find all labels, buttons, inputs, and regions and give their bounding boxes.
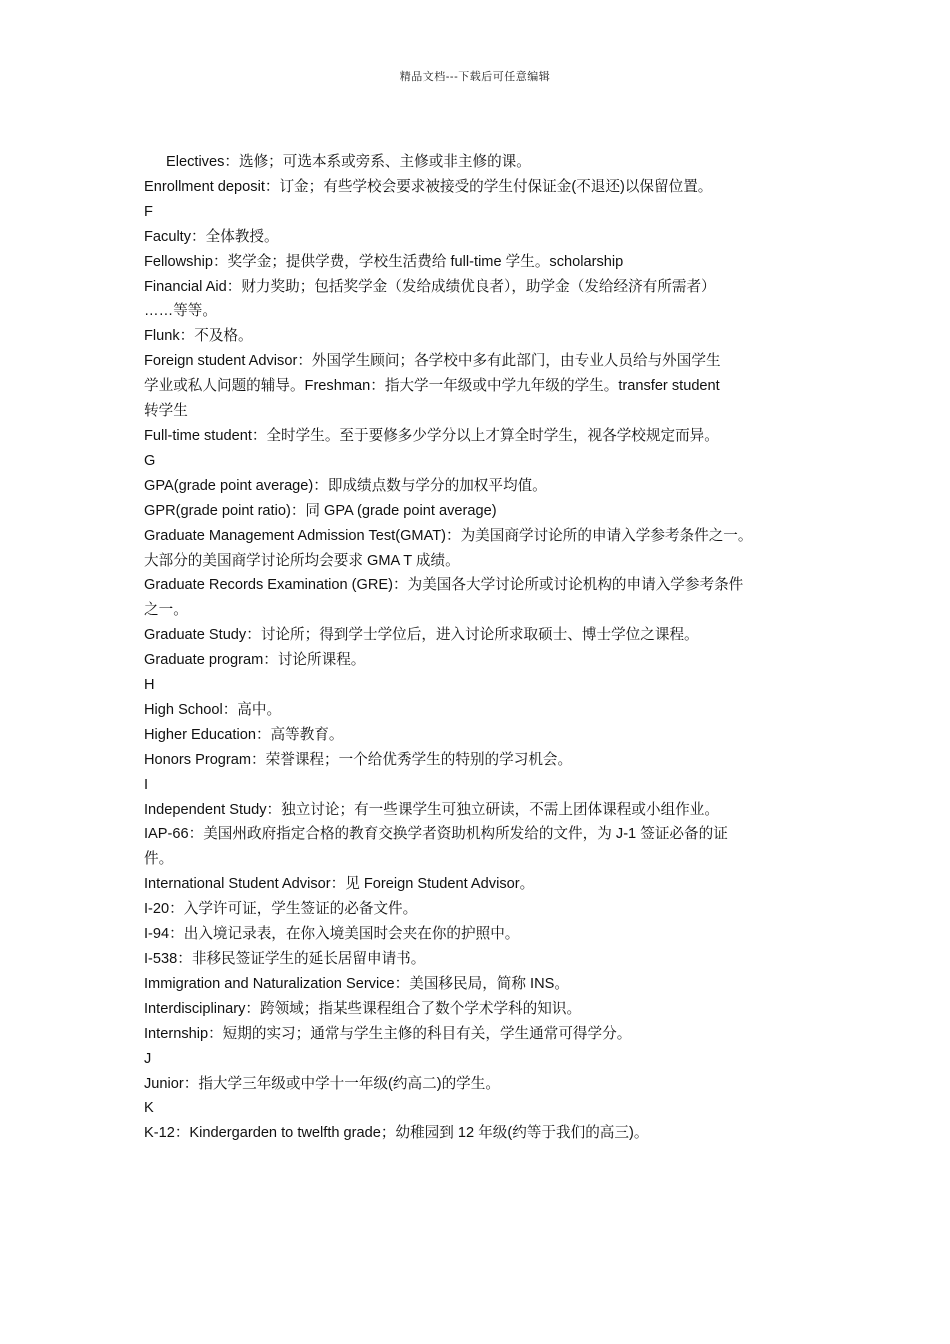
entry-gpr: GPR(grade point ratio)：同 GPA (grade point average): [144, 502, 497, 519]
entry-ins: Immigration and Naturalization Service：美国移民局，简称 INS。: [144, 975, 569, 992]
entry-junior: Junior：指大学三年级或中学十一年级(约高二)的学生。: [144, 1075, 500, 1092]
section-letter-k: K: [144, 1100, 154, 1117]
entry-full-time-student: Full-time student：全时学生。至于要修多少学分以上才算全时学生，视各学校规定而异。: [144, 427, 719, 444]
entry-flunk: Flunk：不及格。: [144, 328, 253, 345]
entry-financial-aid-cont: ……等等。: [144, 303, 217, 320]
entry-iap-66: IAP-66：美国州政府指定合格的教育交换学者资助机构所发给的文件，为 J-1 签证必备的证: [144, 826, 728, 843]
entry-international-student-advisor: International Student Advisor：见 Foreign Student Advisor。: [144, 876, 535, 893]
entry-internship: Internship：短期的实习；通常与学生主修的科目有关，学生通常可得学分。: [144, 1025, 632, 1042]
section-letter-j: J: [144, 1050, 152, 1067]
entry-transfer-student: 转学生: [144, 403, 188, 420]
entry-k-12: K-12：Kindergarden to twelfth grade；幼稚园到 12 年级(约等于我们的高三)。: [144, 1125, 649, 1142]
entry-enrollment-deposit: Enrollment deposit：订金；有些学校会要求被接受的学生付保证金(不退还)以保留位置。: [144, 178, 713, 195]
section-letter-g: G: [144, 452, 156, 469]
entry-graduate-study: Graduate Study：讨论所；得到学士学位后，进入讨论所求取硕士、博士学位之课程。: [144, 627, 699, 644]
entry-high-school: High School：高中。: [144, 701, 282, 718]
entry-interdisciplinary: Interdisciplinary：跨领域；指某些课程组合了数个学术学科的知识。: [144, 1000, 582, 1017]
entry-gpa: GPA(grade point average)：即成绩点数与学分的加权平均值。: [144, 477, 547, 494]
entry-faculty: Faculty：全体教授。: [144, 228, 279, 245]
section-letter-h: H: [144, 677, 155, 694]
section-letter-f: F: [144, 203, 153, 220]
entry-iap-66-cont: 件。: [144, 851, 174, 868]
document-body: [144, 150, 834, 1146]
entry-graduate-program: Graduate program：讨论所课程。: [144, 652, 366, 669]
entry-i-538: I-538：非移民签证学生的延长居留申请书。: [144, 951, 426, 967]
entry-gmat-cont: 大部分的美国商学讨论所均会要求 GMA T 成绩。: [144, 552, 460, 569]
entry-i-94: I-94：出入境记录表，在你入境美国时会夹在你的护照中。: [144, 926, 520, 943]
entry-gre: Graduate Records Examination (GRE)：为美国各大学讨论所或讨论机构的申请入学参考条件: [144, 577, 744, 594]
entry-fellowship: Fellowship：奖学金；提供学费，学校生活费给 full-time 学生。scholarship: [144, 253, 624, 270]
entry-foreign-student-advisor-cont: 学业或私人问题的辅导。Freshman：指大学一年级或中学九年级的学生。transfer student: [144, 378, 720, 395]
entry-higher-education: Higher Education：高等教育。: [144, 726, 344, 743]
entry-financial-aid: Financial Aid：财力奖助；包括奖学金（发给成绩优良者），助学金（发给经济有所需者）: [144, 278, 716, 295]
section-letter-i: I: [144, 776, 149, 793]
entry-foreign-student-advisor: Foreign student Advisor：外国学生顾问；各学校中多有此部门，由专业人员给与外国学生: [144, 353, 721, 370]
entry-honors-program: Honors Program：荣誉课程；一个给优秀学生的特别的学习机会。: [144, 751, 573, 768]
entry-i-20: I-20：入学许可证，学生签证的必备文件。: [144, 901, 418, 918]
entry-electives: Electives：选修；可选本系或旁系、主修或非主修的课。: [166, 154, 531, 170]
entry-independent-study: Independent Study：独立讨论；有一些课学生可独立研读，不需上团体课程或小组作业。: [144, 801, 719, 818]
entry-gmat: Graduate Management Admission Test(GMAT)：为美国商学讨论所的申请入学参考条件之一。: [144, 527, 753, 544]
page-header: 精品文档---下载后可任意编辑: [399, 71, 551, 83]
entry-gre-cont: 之一。: [144, 602, 188, 619]
